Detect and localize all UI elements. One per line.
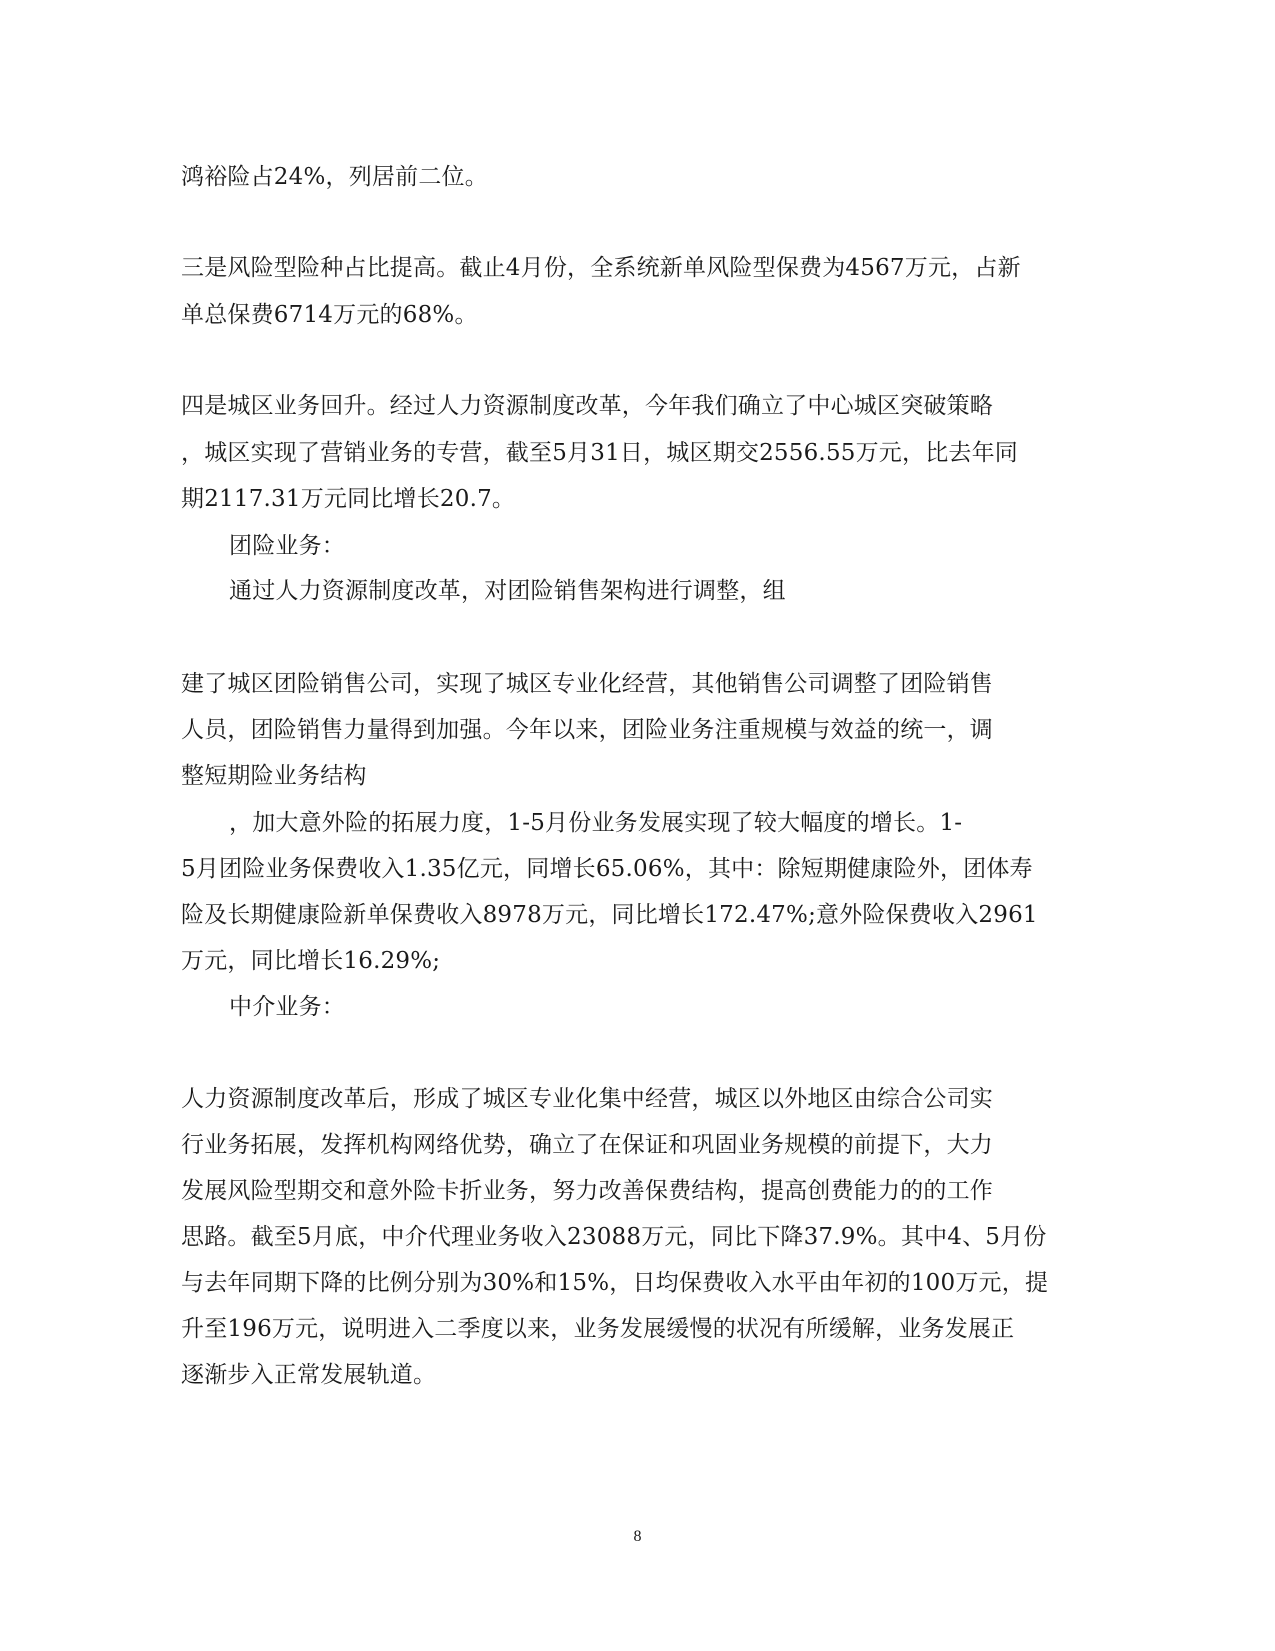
- text-line: 整短期险业务结构: [181, 763, 367, 789]
- text-line: 万元，同比增长16.29%;: [181, 948, 441, 974]
- text-line: 三是风险型险种占比提高。截止4月份，全系统新单风险型保费为4567万元，占新: [181, 255, 1021, 281]
- text-line: 发展风险型期交和意外险卡折业务，努力改善保费结构，提高创费能力的的工作: [181, 1178, 993, 1204]
- text-line: 逐渐步入正常发展轨道。: [181, 1362, 437, 1388]
- section-heading: 中介业务：: [229, 994, 345, 1020]
- text-line: 思路。截至5月底，中介代理业务收入23088万元，同比下降37.9%。其中4、5月份: [181, 1224, 1047, 1250]
- text-line: 人力资源制度改革后，形成了城区专业化集中经营，城区以外地区由综合公司实: [181, 1086, 993, 1112]
- text-line: ，加大意外险的拓展力度，1-5月份业务发展实现了较大幅度的增长。1-: [229, 810, 963, 836]
- text-line: 行业务拓展，发挥机构网络优势，确立了在保证和巩固业务规模的前提下，大力: [181, 1132, 993, 1158]
- text-line: 鸿裕险占24%，列居前二位。: [181, 164, 488, 190]
- text-line: 升至196万元，说明进入二季度以来，业务发展缓慢的状况有所缓解，业务发展正: [181, 1316, 1015, 1342]
- section-heading: 团险业务：: [229, 533, 345, 559]
- text-line: 与去年同期下降的比例分别为30%和15%，日均保费收入水平由年初的100万元，提: [181, 1270, 1049, 1296]
- text-line: 单总保费6714万元的68%。: [181, 302, 478, 328]
- text-line: 建了城区团险销售公司，实现了城区专业化经营，其他销售公司调整了团险销售: [181, 671, 993, 697]
- text-line: 期2117.31万元同比增长20.7。: [181, 486, 516, 512]
- page-number: 8: [633, 1528, 642, 1545]
- text-line: 人员，团险销售力量得到加强。今年以来，团险业务注重规模与效益的统一，调: [181, 717, 993, 743]
- text-line: 四是城区业务回升。经过人力资源制度改革，今年我们确立了中心城区突破策略: [181, 393, 993, 419]
- text-line: 5月团险业务保费收入1.35亿元，同增长65.06%，其中：除短期健康险外，团体寿: [181, 856, 1033, 882]
- text-line: 险及长期健康险新单保费收入8978万元，同比增长172.47%;意外险保费收入2961: [181, 902, 1038, 928]
- text-line: 通过人力资源制度改革，对团险销售架构进行调整，组: [229, 578, 786, 604]
- text-line: ，城区实现了营销业务的专营，截至5月31日，城区期交2556.55万元，比去年同: [181, 440, 1019, 466]
